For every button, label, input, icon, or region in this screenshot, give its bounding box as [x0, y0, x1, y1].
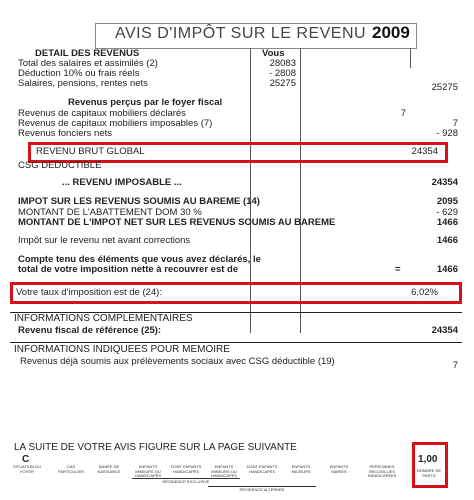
compte-tenu-line1: Compte tenu des éléments que vous avez déclarés, le — [18, 254, 261, 265]
situation-code: C — [22, 454, 30, 465]
imposition-nette-value: 1466 — [436, 264, 458, 275]
revenu-imposable-label: ... REVENU IMPOSABLE ... — [62, 177, 182, 188]
equals-sign: = — [395, 264, 401, 275]
compte-tenu-line2: total de votre imposition nette à recouvrer est de — [18, 264, 239, 275]
row-nets-total: 25275 — [431, 82, 458, 93]
suite-notice: LA SUITE DE VOTRE AVIS FIGURE SUR LA PAGE SUIVANTE — [14, 442, 297, 453]
revenu-brut-label: REVENU BRUT GLOBAL — [36, 146, 145, 157]
footer-col-personnes-recueillies: PERSONNES RECUEILLIES HANDICAPÉES — [367, 464, 397, 478]
row-fonciers-total: - 928 — [436, 128, 458, 139]
row-salaires-label: Total des salaires et assimilés (2) — [18, 58, 158, 69]
row-capitaux-declares-value: 7 — [400, 108, 406, 119]
impot-bareme-value: 2095 — [436, 196, 458, 207]
residence-exclusive-label: RÉSIDENCE EXCLUSIVE — [162, 479, 210, 484]
revenu-brut-value: 24354 — [411, 146, 438, 157]
tax-year: 2009 — [372, 23, 410, 42]
row-fonciers-label: Revenus fonciers nets — [18, 128, 112, 139]
parts-value: 1,00 — [418, 454, 438, 465]
residence-alternee-label: RÉSIDENCE ALTERNÉE — [239, 487, 285, 492]
revenu-fiscal-value: 24354 — [431, 325, 458, 336]
column-divider-right — [410, 48, 411, 68]
infos-heading: INFORMATIONS COMPLEMENTAIRES — [14, 313, 193, 324]
row-capitaux-imposables-label: Revenus de capitaux mobiliers imposables (7) — [18, 118, 213, 129]
footer-col-dont-handicapes-2: DONT ENFANTS HANDICAPÉS — [246, 464, 278, 474]
memoire-label: Revenus déjà soumis aux prélèvements sociaux avec CSG déductible (19) — [20, 356, 335, 367]
row-deduction-vous: - 2808 — [269, 68, 296, 79]
notice-title: AVIS D'IMPÔT SUR LE REVENU — [115, 25, 367, 42]
footer-col-enfants-majeurs: ENFANTS MAJEURS — [291, 464, 311, 474]
column-vous: Vous — [262, 48, 285, 59]
footer-col-enfants-maries: ENFANTS MARIÉS — [329, 464, 349, 474]
parts-highlight — [412, 442, 448, 488]
row-capitaux-declares-label: Revenus de capitaux mobiliers déclarés — [18, 108, 186, 119]
footer-col-dont-handicapes-1: DONT ENFANTS HANDICAPÉS — [170, 464, 202, 474]
detail-heading: DETAIL DES REVENUS — [35, 48, 140, 59]
avant-corrections-label: Impôt sur le revenu net avant corrections — [18, 235, 191, 246]
revenu-imposable-value: 24354 — [431, 177, 458, 188]
footer-col-enfants-mineurs-1: ENFANTS MINEURS OU HANDICAPÉS — [134, 464, 161, 478]
csg-label: CSG DEDUCTIBLE — [18, 160, 102, 171]
impot-bareme-label: IMPOT SUR LES REVENUS SOUMIS AU BAREME (14) — [18, 196, 260, 207]
footer-col-nombre-parts: NOMBRE DE PARTS — [416, 468, 442, 478]
row-nets-label: Salaires, pensions, rentes nets — [18, 78, 148, 89]
abattement-dom-label: MONTANT DE L'ABATTEMENT DOM 30 % — [18, 207, 202, 218]
impot-net-label: MONTANT DE L'IMPOT NET SUR LES REVENUS SOUMIS AU BAREME — [18, 217, 336, 228]
footer-col-situation: SITUATION DU FOYER — [13, 464, 41, 474]
row-capitaux-imposables-total: 7 — [452, 118, 458, 129]
memoire-heading: INFORMATIONS INDIQUEES POUR MEMOIRE — [14, 344, 230, 355]
memoire-divider — [10, 342, 462, 343]
footer-col-annee-naissance: ANNÉE DE NAISSANCE — [97, 464, 121, 474]
abattement-dom-value: - 629 — [436, 207, 458, 218]
taux-label: Votre taux d'imposition est de (24): — [16, 287, 162, 298]
taux-value: 6,02% — [411, 287, 438, 298]
footer-col-enfants-mineurs-2: ENFANTS MINEURS OU HANDICAPÉS — [210, 464, 237, 478]
memoire-value: 7 — [452, 360, 458, 371]
avant-corrections-value: 1466 — [436, 235, 458, 246]
footer-col-cas-particulier: CAS PARTICULIER — [57, 464, 85, 474]
row-deduction-label: Déduction 10% ou frais réels — [18, 68, 140, 79]
row-nets-vous: 25275 — [269, 78, 296, 89]
row-salaires-vous: 28083 — [269, 58, 296, 69]
foyer-heading: Revenus perçus par le foyer fiscal — [68, 97, 223, 108]
revenu-fiscal-label: Revenu fiscal de référence (25): — [18, 325, 162, 336]
impot-net-value: 1466 — [436, 217, 458, 228]
